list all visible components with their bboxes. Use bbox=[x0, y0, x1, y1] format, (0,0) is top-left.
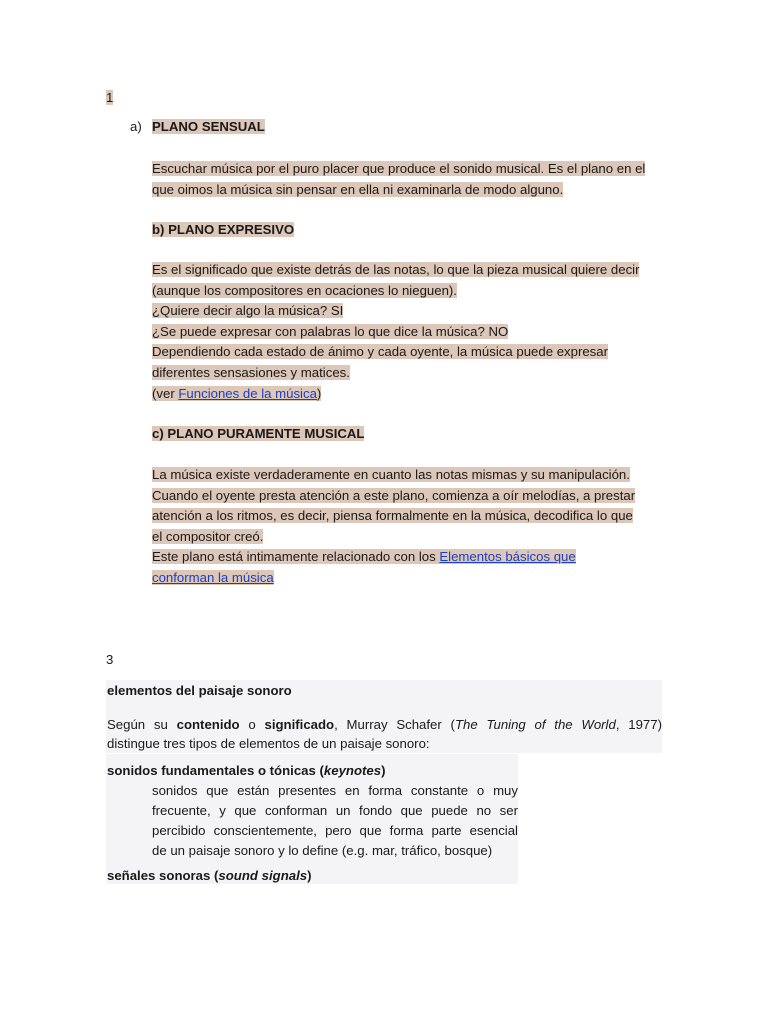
text-line: Es el significado que existe detrás de las notas, lo que la pieza musical quiere decir bbox=[152, 262, 640, 277]
heading-plano-sensual: PLANO SENSUAL bbox=[152, 119, 265, 134]
term-significado: significado bbox=[264, 717, 335, 732]
text-line: que oimos la música sin pensar en ella ni examinarla de modo alguno. bbox=[152, 181, 564, 197]
heading-text: ) bbox=[307, 868, 312, 883]
book-title: The Tuning of the World bbox=[454, 717, 616, 732]
text-line: de un paisaje sonoro y lo define (e.g. mar, tráfico, bosque) bbox=[152, 843, 493, 858]
heading-text: ) bbox=[381, 763, 386, 778]
heading-plano-expresivo: b) PLANO EXPRESIVO bbox=[152, 222, 295, 237]
ver-prefix: (ver bbox=[152, 385, 179, 401]
text-line: diferentes sensasiones y matices. bbox=[152, 364, 350, 380]
heading-italic: sound signals bbox=[218, 868, 308, 883]
text-line: Escuchar música por el puro placer que produce el sonido musical. Es el plano en el bbox=[152, 161, 646, 176]
section-number-1: 1 bbox=[106, 90, 114, 105]
text-line: ¿Quiere decir algo la música? SI bbox=[152, 303, 344, 319]
ver-suffix: ) bbox=[316, 385, 322, 401]
text-line: Cuando el oyente presta atención a este plano, comienza a oír melodías, a prestar bbox=[152, 487, 636, 503]
paragraph-plano-puramente-musical bbox=[152, 465, 672, 589]
heading-text: señales sonoras ( bbox=[107, 868, 219, 883]
text-line: frecuente, y que conforman un fondo que puede no ser bbox=[152, 803, 518, 818]
text-fragment: , 1977) bbox=[615, 717, 662, 732]
paragraph-intro bbox=[107, 715, 662, 753]
link-elementos-basicos-continued[interactable]: conforman la música bbox=[152, 569, 274, 585]
heading-text: sonidos fundamentales o tónicas ( bbox=[107, 763, 324, 778]
text-fragment: Según bbox=[107, 717, 146, 732]
heading-italic: keynotes bbox=[323, 763, 382, 778]
text-line: (aunque los compositores en ocaciones lo nieguen). bbox=[152, 282, 457, 298]
link-funciones-de-la-musica[interactable]: Funciones de la música bbox=[178, 385, 317, 401]
link-elementos-basicos[interactable]: Elementos básicos que bbox=[439, 549, 576, 565]
term-contenido: contenido bbox=[176, 717, 240, 732]
heading-plano-puramente-musical: c) PLANO PURAMENTE MUSICAL bbox=[152, 426, 365, 441]
text-line: La música existe verdaderamente en cuanto las notas mismas y su manipulación. bbox=[152, 467, 630, 482]
heading-sonidos-fundamentales bbox=[107, 761, 386, 780]
section-number-3: 3 bbox=[106, 652, 114, 667]
list-marker-a: a) bbox=[130, 119, 142, 134]
text-fragment: su bbox=[153, 717, 168, 732]
text-line: percibido conscientemente, pero que forma parte esencial bbox=[152, 823, 518, 838]
paragraph-plano-expresivo bbox=[152, 260, 672, 404]
text-line: sonidos que están presentes en forma constante o muy bbox=[152, 783, 518, 798]
text-line: distingue tres tipos de elementos de un paisaje sonoro: bbox=[107, 736, 430, 751]
section-3-title: elementos del paisaje sonoro bbox=[107, 683, 292, 698]
text-line: Este plano está intimamente relacionado con los bbox=[152, 549, 440, 565]
paragraph-sonidos-fundamentales bbox=[152, 781, 518, 861]
paragraph-plano-sensual bbox=[152, 159, 672, 200]
text-line: el compositor creó. bbox=[152, 528, 264, 544]
text-line: atención a los ritmos, es decir, piensa formalmente en la música, decodifica lo que bbox=[152, 508, 633, 524]
text-fragment: o bbox=[248, 717, 256, 732]
text-line: ¿Se puede expresar con palabras lo que dice la música? NO bbox=[152, 323, 509, 339]
text-fragment: , Murray Schafer ( bbox=[334, 717, 455, 732]
text-line: Dependiendo cada estado de ánimo y cada oyente, la música puede expresar bbox=[152, 344, 609, 360]
heading-senales-sonoras bbox=[107, 866, 312, 885]
